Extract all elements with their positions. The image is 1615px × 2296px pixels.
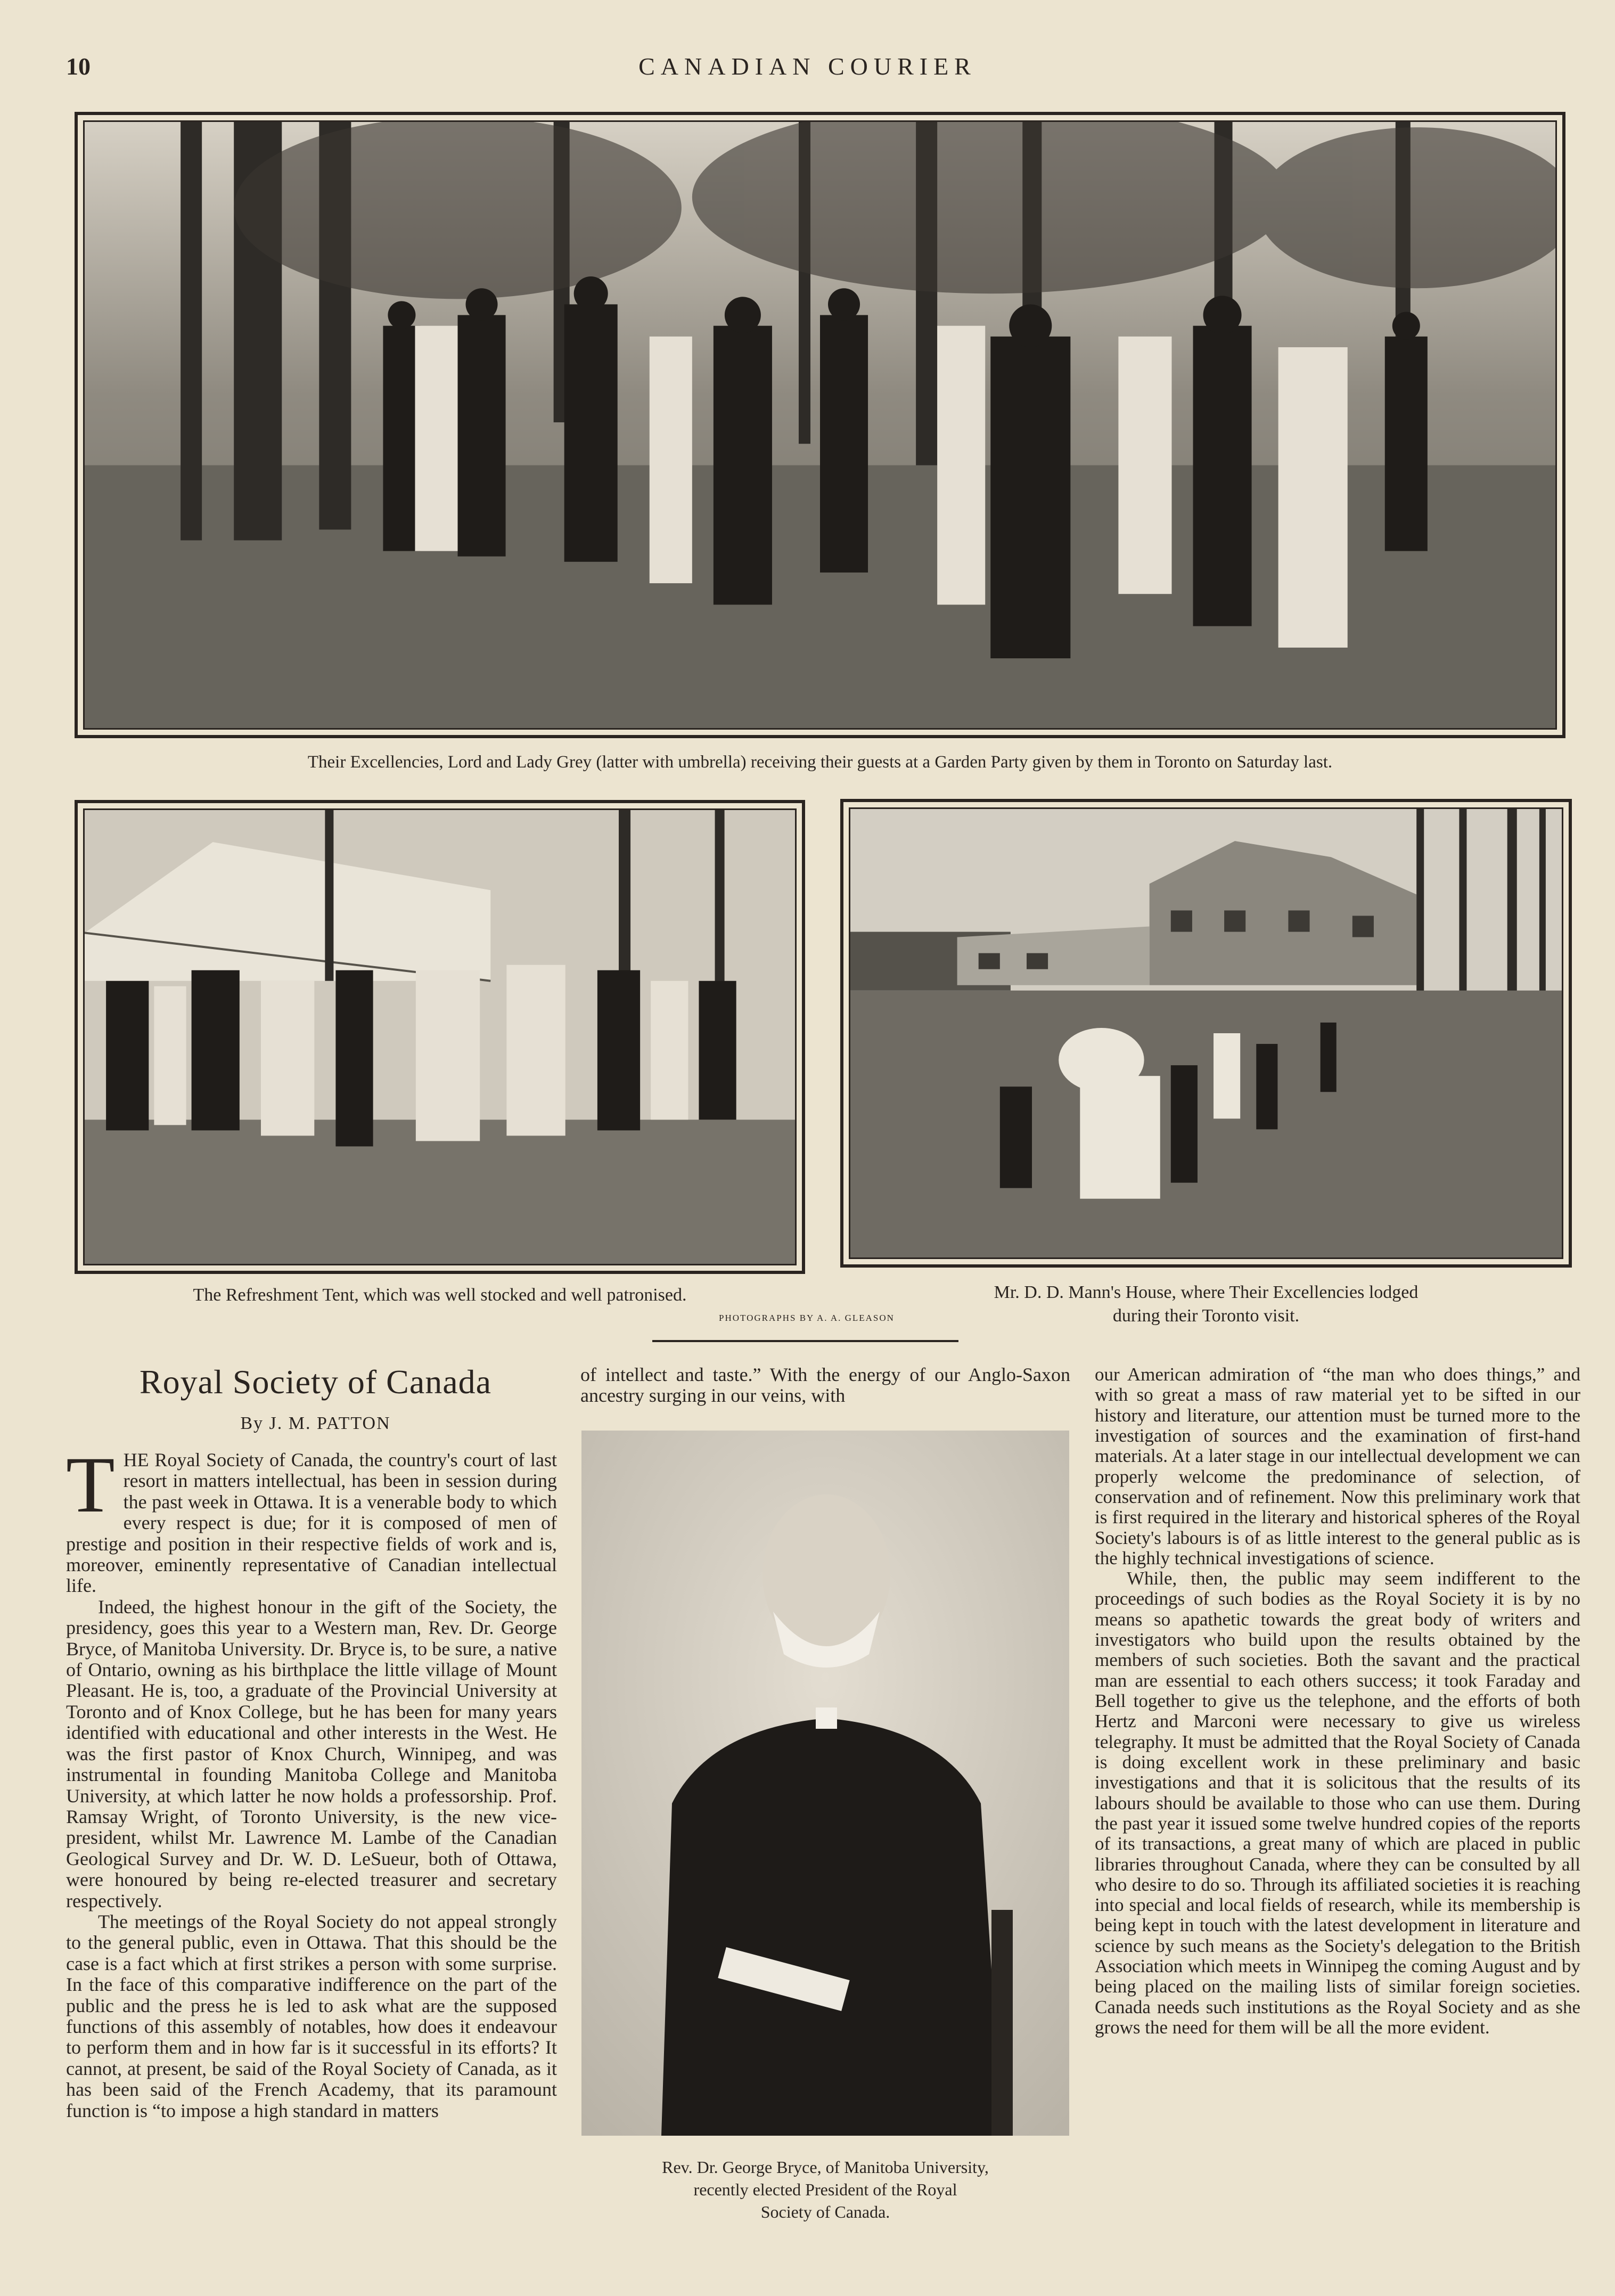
column-3-paragraph-2: While, then, the public may seem indifferent to the proceedings of such bodies as the Royal Society it is by no means so apathetic towards the great body of writers and investigators who build upon the results obtained by the members of such societies. Both the savant and the practical man are essential to each others success; it took Faraday and Bell together to give us the telephone, and the efforts of both Hertz and Marconi were necessary to give us wireless telegraphy. It must be admitted that the Royal Society of Canada is doing excellent work in these preliminary and basic investigations and that it is solicitous that the results of its labours should be available to those who can use them. During the past year it issued some twelve hundred copies of the reports of its transactions, a great many of which are placed in public libraries throughout Canada, where they can be consulted by all who desire to do so. Through its affiliated societies it is reaching into special and local fields of research, while its membership is being kept in touch with the latest development in literature and science by such means as the Society's delegation to the British Association which meets in Winnipeg the coming August and by being placed on the mailing lists of similar foreign societies. Canada needs such institutions as the Royal Society and as she grows the need for them will be all the more evident. bbox=[1095, 1568, 1580, 2038]
bryce-portrait bbox=[581, 1431, 1069, 2136]
article-column-1 bbox=[66, 1441, 557, 2121]
mann-house-caption-line2: during their Toronto visit. bbox=[1112, 1306, 1300, 1326]
portrait-caption bbox=[580, 2156, 1070, 2224]
article-byline: By J. M. PATTON bbox=[240, 1413, 391, 1433]
portrait-caption-line1: Rev. Dr. George Bryce, of Manitoba University, bbox=[662, 2158, 989, 2177]
garden-party-image bbox=[85, 122, 1555, 728]
article-title: Royal Society of Canada bbox=[139, 1363, 492, 1401]
refreshment-tent-image bbox=[85, 810, 795, 1264]
page-number: 10 bbox=[66, 53, 91, 80]
paragraph-2: Indeed, the highest honour in the gift of the Society, the presidency, goes this year to a Western man, Rev. Dr. George Bryce, of Manitoba University. Dr. Bryce is, to be sure, a native of Ontario, owning as his birthplace the little village of Mount Pleasant. He is, too, a graduate of the Provincial University at Toronto and of Knox College, but he has been for many years identified with educational and other interests in the West. He was the first pastor of Knox Church, Winnipeg, and was instrumental in founding Manitoba College and Manitoba University, at which latter he now holds a professorship. Prof. Ramsay Wright, of Toronto University, is the new vice-president, whilst Mr. Lawrence M. Lambe of the Canadian Geological Survey and Dr. W. D. LeSueur, both of Ottawa, were honoured by being re-elected treasurer and secretary respectively. bbox=[66, 1596, 557, 1911]
photo-credit: PHOTOGRAPHS BY A. A. GLEASON bbox=[719, 1313, 895, 1323]
mann-house-image bbox=[850, 809, 1562, 1257]
paragraph-1-text: HE Royal Society of Canada, the country's court of last resort in matters intellectual, has been in session during the past week in Ottawa. It is a venerable body to which every respect is due; for it is composed of men of prestige and position in their respective fields of work and is, moreover, eminently representative of Canadian intellectual life. bbox=[66, 1449, 557, 1597]
running-head: CANADIAN COURIER bbox=[638, 53, 977, 80]
portrait-caption-line2: recently elected President of the Royal bbox=[693, 2180, 957, 2200]
mann-house-caption-line1: Mr. D. D. Mann's House, where Their Excellencies lodged bbox=[994, 1282, 1419, 1302]
paragraph-1 bbox=[66, 1441, 557, 1597]
portrait-caption-line3: Society of Canada. bbox=[760, 2202, 890, 2222]
mann-house-caption bbox=[840, 1281, 1572, 1328]
drop-cap: T bbox=[66, 1441, 115, 1529]
column-3-paragraph-1: our American admiration of “the man who does things,” and with so great a mass of raw material yet to be sifted in our history and literature, our attention must be turned more to the investigation of sources and the examination of first-hand materials. At a later stage in our intellectual development we can properly welcome the predominance of selection, of conservation and of refinement. Now this preliminary work that is first required in the literary and historical spheres of the Royal Society's labours is of as little interest to the general public as is the highly technical investigations of science. bbox=[1095, 1364, 1580, 1568]
garden-party-caption: Their Excellencies, Lord and Lady Grey (latter with umbrella) receiving their guests at a Garden Party given by them in Toronto on Saturday last. bbox=[307, 753, 1333, 772]
mann-house-photo bbox=[840, 799, 1572, 1268]
paragraph-3: The meetings of the Royal Society do not appeal strongly to the general public, even in Ottawa. That this should be the case is a fact which at first strikes a person with some surprise. In the face of this comparative indifference on the part of the public and the press he is led to ask what are the supposed functions of this assembly of notables, how does it endeavour to perform them and in how far is it successful in its efforts? It cannot, at present, be said of the Royal Society of Canada, as it has been said of the French Academy, that its paramount function is “to impose a high standard in matters bbox=[66, 1910, 557, 2121]
garden-party-photo bbox=[75, 112, 1565, 738]
article-column-2-top: of intellect and taste.” With the energy of our Anglo-Saxon ancestry surging in our veins, with bbox=[580, 1364, 1070, 1407]
refreshment-tent-caption: The Refreshment Tent, which was well stocked and well patronised. bbox=[193, 1285, 687, 1305]
refreshment-tent-photo bbox=[75, 800, 805, 1274]
credit-rule bbox=[652, 1340, 958, 1342]
bryce-portrait-image bbox=[581, 1431, 1069, 2136]
article-column-3 bbox=[1095, 1364, 1580, 2038]
